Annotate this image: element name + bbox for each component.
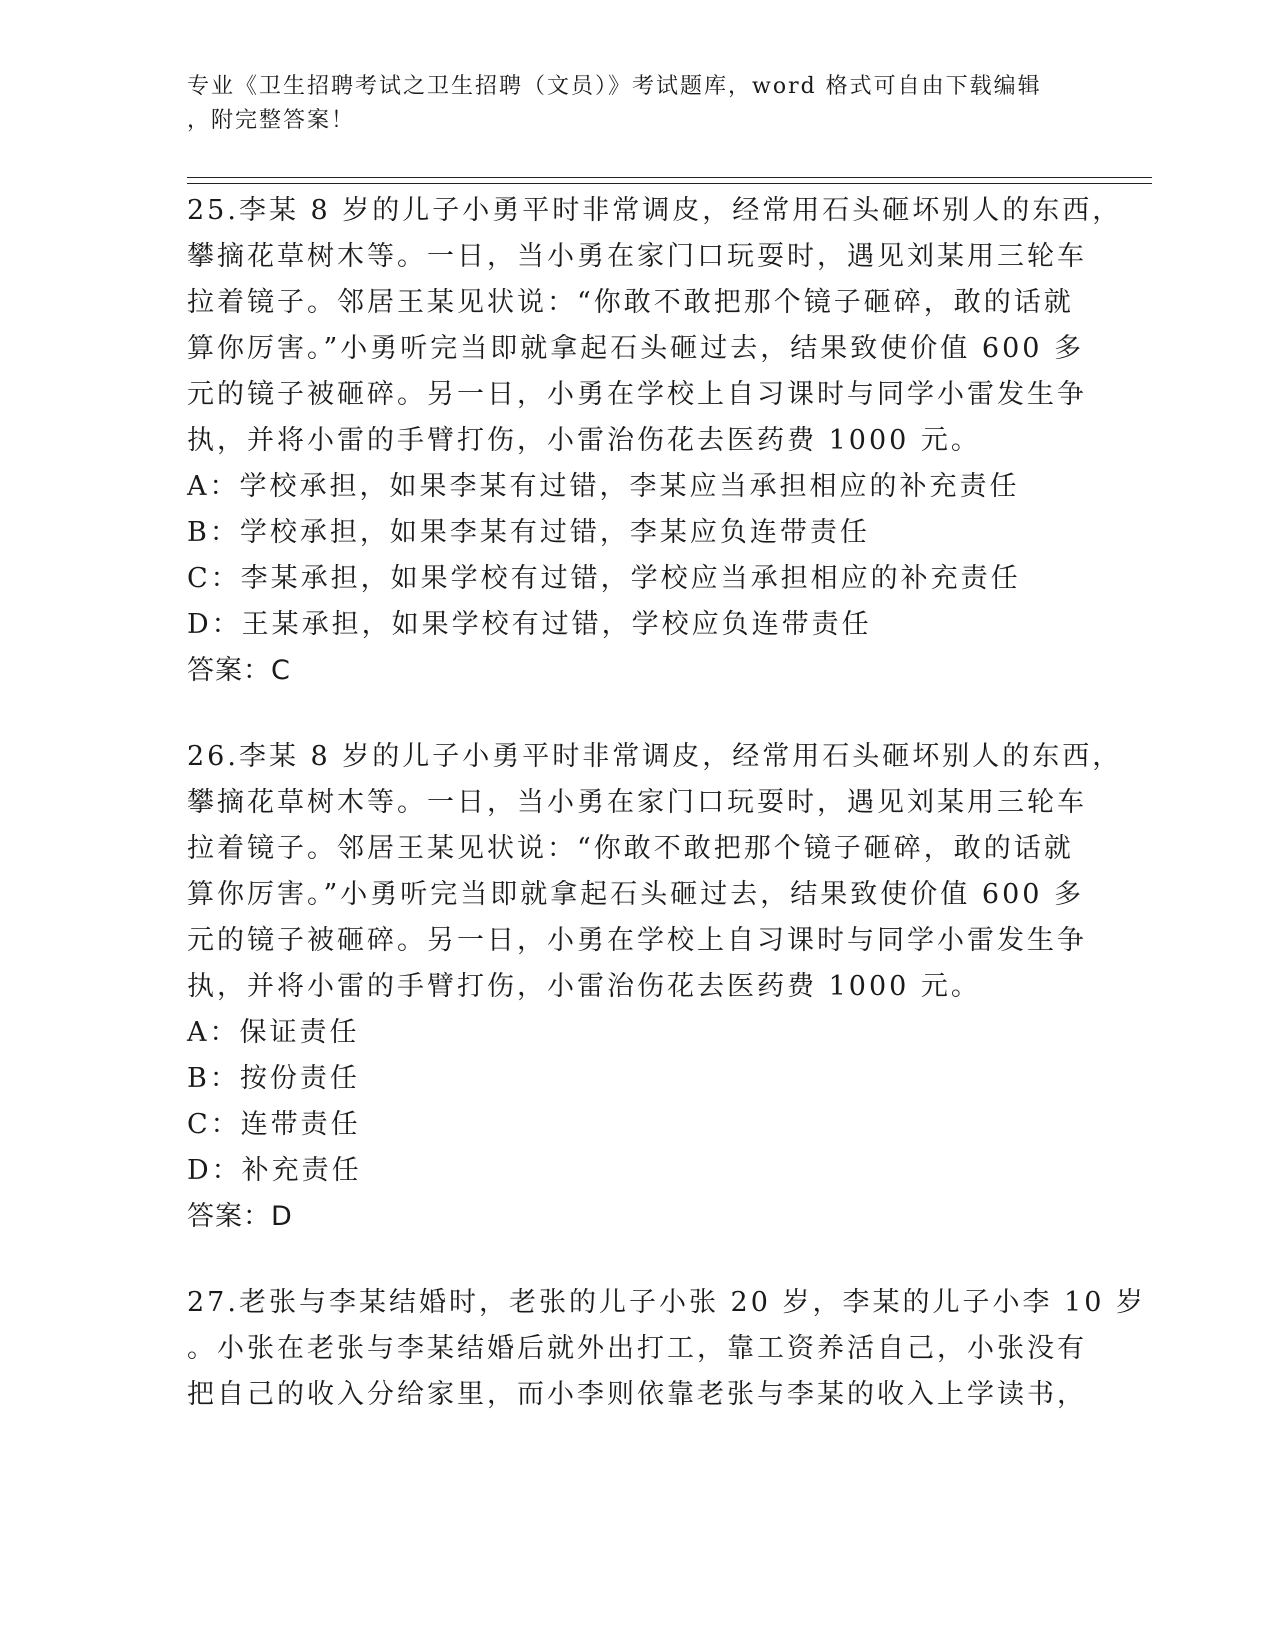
question-text-line: 元的镜子被砸碎。另一日，小勇在学校上自习课时与同学小雷发生争	[187, 925, 1087, 956]
question-27	[187, 1280, 1146, 1418]
option-a: A：学校承担，如果李某有过错，李某应当承担相应的补充责任	[187, 471, 1020, 502]
header-line-1: 专业《卫生招聘考试之卫生招聘（文员）》考试题库，word 格式可自由下载编辑	[187, 74, 1042, 99]
header-line-2: ，附完整答案！	[187, 108, 356, 133]
document-header	[187, 70, 1067, 138]
question-text-line: 执，并将小雷的手臂打伤，小雷治伤花去医药费 1000 元。	[187, 425, 981, 456]
option-d: D：王某承担，如果学校有过错，学校应负连带责任	[187, 609, 872, 640]
question-text-line: 算你厉害。”小勇听完当即就拿起石头砸过去，结果致使价值 600 多	[187, 333, 1085, 364]
option-b: B：学校承担，如果李某有过错，李某应负连带责任	[187, 517, 870, 548]
option-a: A：保证责任	[187, 1017, 360, 1048]
answer: 答案：C	[187, 655, 291, 686]
question-text-line: 攀摘花草树木等。一日，当小勇在家门口玩耍时，遇见刘某用三轮车	[187, 241, 1087, 272]
option-b: B：按份责任	[187, 1063, 360, 1094]
question-25	[187, 188, 1123, 694]
question-list	[187, 188, 1146, 1458]
question-text-line: 25.李某 8 岁的儿子小勇平时非常调皮，经常用石头砸坏别人的东西，	[187, 195, 1123, 226]
question-text-line: 把自己的收入分给家里，而小李则依靠老张与李某的收入上学读书，	[187, 1379, 1087, 1410]
question-text-line: 27.老张与李某结婚时，老张的儿子小张 20 岁，李某的儿子小李 10 岁	[187, 1287, 1146, 1318]
question-text-line: 算你厉害。”小勇听完当即就拿起石头砸过去，结果致使价值 600 多	[187, 879, 1085, 910]
question-text-line: 26.李某 8 岁的儿子小勇平时非常调皮，经常用石头砸坏别人的东西，	[187, 741, 1123, 772]
question-text-line: 。小张在老张与李某结婚后就外出打工，靠工资养活自己，小张没有	[187, 1333, 1087, 1364]
option-d: D：补充责任	[187, 1155, 362, 1186]
option-c: C：连带责任	[187, 1109, 361, 1140]
header-divider-bottom	[187, 183, 1152, 184]
answer: 答案：D	[187, 1201, 293, 1232]
question-26	[187, 734, 1123, 1240]
question-text-line: 拉着镜子。邻居王某见状说：“你敢不敢把那个镜子砸碎，敢的话就	[187, 287, 1074, 318]
header-divider-top	[187, 177, 1152, 178]
option-c: C：李某承担，如果学校有过错，学校应当承担相应的补充责任	[187, 563, 1021, 594]
question-text-line: 元的镜子被砸碎。另一日，小勇在学校上自习课时与同学小雷发生争	[187, 379, 1087, 410]
question-text-line: 执，并将小雷的手臂打伤，小雷治伤花去医药费 1000 元。	[187, 971, 981, 1002]
question-text-line: 攀摘花草树木等。一日，当小勇在家门口玩耍时，遇见刘某用三轮车	[187, 787, 1087, 818]
question-text-line: 拉着镜子。邻居王某见状说：“你敢不敢把那个镜子砸碎，敢的话就	[187, 833, 1074, 864]
